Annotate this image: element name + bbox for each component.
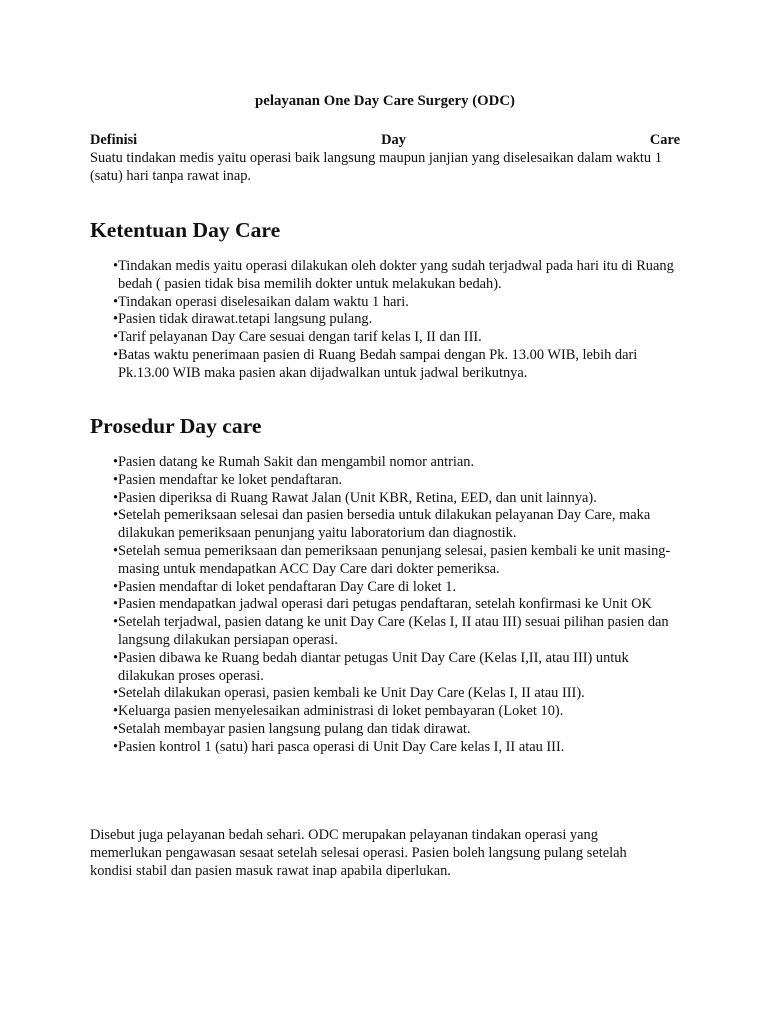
bullet-icon: • [113, 471, 119, 488]
definition-heading [90, 132, 680, 150]
list-item-text: Setelah pemeriksaan selesai dan pasien bersedia untuk dilakukan pelayanan Day Care, maka dilakukan pemeriksaan penunjang yaitu laboratorium dan diagnostik. [118, 507, 651, 542]
list-item [90, 454, 680, 472]
list-item [90, 490, 680, 508]
list-item [90, 294, 680, 312]
bullet-icon: • [113, 720, 119, 737]
bullet-icon: • [113, 738, 119, 755]
bullet-icon: • [113, 685, 119, 702]
list-item-text: Pasien datang ke Rumah Sakit dan mengambil nomor antrian. [118, 454, 475, 470]
list-item-text: Tindakan medis yaitu operasi dilakukan oleh dokter yang sudah terjadwal pada hari itu di Ruang bedah ( pasien tidak bisa memilih dokter untuk melakukan bedah). [118, 258, 674, 292]
list-item-text: Pasien mendaftar ke loket pendaftaran. [118, 471, 343, 488]
bullet-icon: • [113, 346, 119, 363]
list-item-text: Setelah terjadwal, pasien datang ke unit Day Care (Kelas I, II atau III) sesuai pilihan pasien dan langsung dilakukan persiapan operasi. [118, 614, 669, 648]
list-item [90, 739, 680, 757]
list-item-text: Pasien diperiksa di Ruang Rawat Jalan (Unit KBR, Retina, EED, dan unit lainnya). [118, 489, 597, 506]
list-item [90, 329, 680, 347]
list-item [90, 721, 680, 739]
bullet-icon: • [113, 454, 119, 470]
list-item-text: Tindakan operasi diselesaikan dalam waktu 1 hari. [118, 293, 409, 310]
definition-text: Suatu tindakan medis yaitu operasi baik langsung maupun janjian yang diselesaikan dalam waktu 1 (satu) hari tanpa rawat inap. [90, 150, 662, 184]
list-item [90, 685, 680, 703]
prosedur-list [90, 454, 680, 757]
list-item [90, 347, 680, 383]
document-title: pelayanan One Day Care Surgery (ODC) [255, 93, 515, 109]
ketentuan-heading: Ketentuan Day Care [90, 218, 281, 242]
bullet-icon: • [113, 311, 119, 328]
list-item-text: Setalah membayar pasien langsung pulang dan tidak dirawat. [118, 720, 471, 737]
bullet-icon: • [113, 293, 119, 310]
list-item [90, 596, 680, 614]
list-item-text: Setelah dilakukan operasi, pasien kembali ke Unit Day Care (Kelas I, II atau III). [118, 685, 585, 702]
definition-heading-word-1: Definisi [90, 132, 138, 148]
list-item [90, 703, 680, 721]
bullet-icon: • [113, 578, 119, 595]
list-item-text: Pasien kontrol 1 (satu) hari pasca operasi di Unit Day Care kelas I, II atau III. [118, 738, 565, 755]
bullet-icon: • [113, 507, 119, 524]
bullet-icon: • [113, 489, 119, 506]
bullet-icon: • [113, 649, 119, 666]
list-item [90, 579, 680, 597]
list-item [90, 543, 680, 579]
bullet-icon: • [113, 542, 119, 559]
prosedur-heading: Prosedur Day care [90, 414, 262, 438]
list-item-text: Tarif pelayanan Day Care sesuai dengan tarif kelas I, II dan III. [118, 329, 482, 346]
document-page [90, 0, 680, 1024]
list-item [90, 258, 680, 294]
bullet-icon: • [113, 703, 119, 720]
bullet-icon: • [113, 596, 119, 613]
list-item-text: Pasien mendapatkan jadwal operasi dari petugas pendaftaran, setelah konfirmasi ke Unit OK [118, 596, 652, 613]
list-item [90, 472, 680, 490]
list-item-text: Pasien dibawa ke Ruang bedah diantar petugas Unit Day Care (Kelas I,II, atau III) untuk dilakukan proses operasi. [118, 649, 629, 684]
closing-paragraph: Disebut juga pelayanan bedah sehari. ODC merupakan pelayanan tindakan operasi yang memerlukan pengawasan sesaat setelah selesai operasi. Pasien boleh langsung pulang setelah kondisi stabil dan pasien masuk rawat inap apabila diperlukan. [90, 827, 627, 879]
bullet-icon: • [113, 329, 119, 346]
ketentuan-list [90, 258, 680, 383]
list-item-text: Keluarga pasien menyelesaikan administrasi di loket pembayaran (Loket 10). [118, 703, 564, 720]
bullet-icon: • [113, 614, 119, 631]
list-item-text: Batas waktu penerimaan pasien di Ruang Bedah sampai dengan Pk. 13.00 WIB, lebih dari Pk.13.00 WIB maka pasien akan dijadwalkan untuk jadwal berikutnya. [118, 346, 638, 381]
list-item-text: Pasien tidak dirawat.tetapi langsung pulang. [118, 311, 373, 328]
list-item [90, 614, 680, 650]
list-item [90, 507, 680, 543]
definition-heading-word-3: Care [649, 132, 680, 148]
list-item [90, 311, 680, 329]
list-item-text: Pasien mendaftar di loket pendaftaran Day Care di loket 1. [118, 578, 457, 595]
list-item [90, 650, 680, 686]
bullet-icon: • [113, 258, 119, 274]
list-item-text: Setelah semua pemeriksaan dan pemeriksaan penunjang selesai, pasien kembali ke unit masing-masing untuk mendapatkan ACC Day Care dari dokter pemeriksa. [118, 542, 671, 577]
definition-heading-word-2: Day [381, 132, 406, 148]
